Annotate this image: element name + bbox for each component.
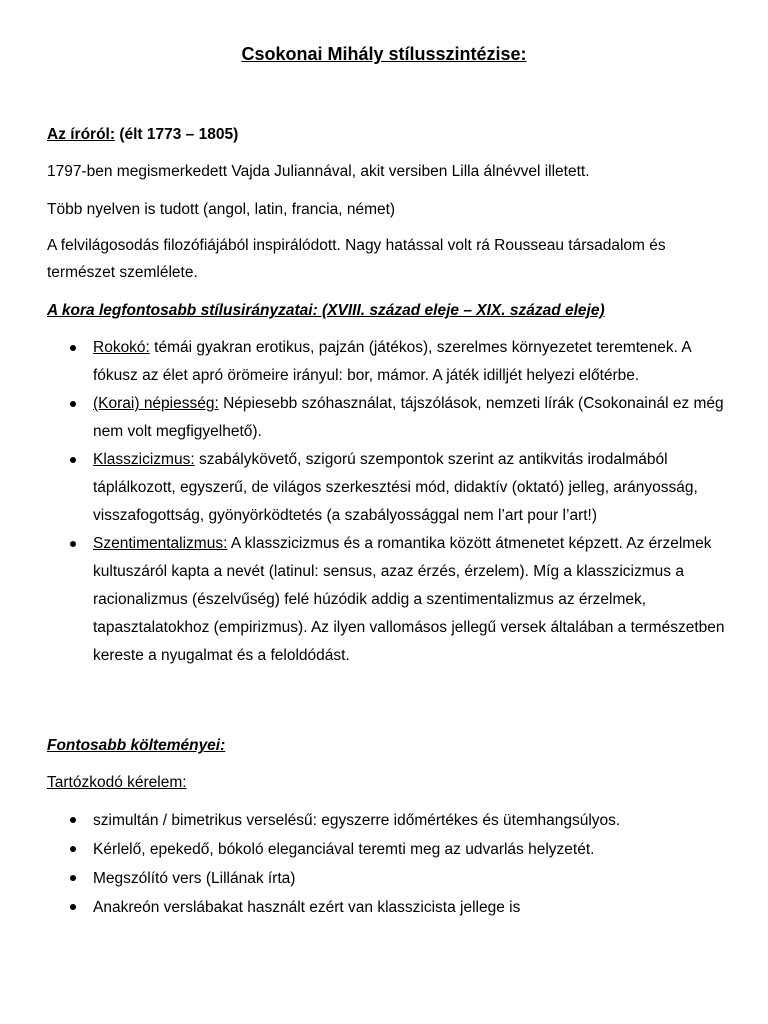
style-description: témái gyakran erotikus, pajzán (játékos), szerelmes környezetet teremtenek. A fókusz az élet apró örömeire irányul: bor, mámor. A játék idilljét helyezi előtérbe. <box>93 339 691 384</box>
list-item <box>0 893 725 922</box>
list-item <box>0 806 725 835</box>
bullet-icon <box>70 541 76 547</box>
bullet-icon <box>70 345 76 351</box>
style-term: Rokokó: <box>93 339 150 356</box>
author-paragraph: A felvilágosodás filozófiájából inspirálódott. Nagy hatással volt rá Rousseau társadalom és természet szemlélete. <box>47 237 666 281</box>
style-description: szabálykövető, szigorú szempontok szerint az antikvitás irodalmából táplálkozott, egyszerű, de világos szerkesztési mód, didaktív (oktató) jelleg, arányosság, visszafogottság, gyönyörködtetés (a szabályossággal nem l’art pour l’art!) <box>93 451 698 524</box>
style-term: (Korai) népiesség: <box>93 395 219 412</box>
bullet-icon <box>70 457 76 463</box>
style-term: Szentimentalizmus: <box>93 535 228 552</box>
list-item <box>0 390 725 446</box>
author-heading: Az íróról: <box>47 126 116 143</box>
list-item <box>0 864 725 893</box>
poem-note: Anakreón verslábakat használt ezért van klasszicista jellege is <box>93 899 521 916</box>
poem-note: Kérlelő, epekedő, bókoló eleganciával teremti meg az udvarlás helyzetét. <box>93 841 595 858</box>
author-dates: (élt 1773 – 1805) <box>115 126 239 143</box>
poems-heading: Fontosabb költeményei: <box>47 737 226 754</box>
style-description: A klasszicizmus és a romantika között átmenetet képzett. Az érzelmek kultuszáról kapta a nevét (latinul: sensus, azaz érzés, érzelem). Míg a klasszicizmus a racionalizmus (észelvűség) felé húzódik addig a szentimentalizmus az érzelmek, tapasztalatokhoz (empirizmus). Az ilyen vallomásos jellegű versek általában a természetben kereste a nyugalmat és a feloldódást. <box>93 535 725 664</box>
styles-heading: A kora legfontosabb stílusirányzatai: (XVIII. század eleje – XIX. század eleje) <box>47 302 605 319</box>
style-description: Népiesebb szóhasználat, tájszólások, nemzeti lírák (Csokonainál ez még nem volt megfigyelhető). <box>93 395 724 440</box>
list-item <box>0 835 725 864</box>
list-item <box>0 530 725 670</box>
list-item <box>0 446 725 530</box>
author-paragraph: Több nyelven is tudott (angol, latin, francia, német) <box>47 201 396 218</box>
list-item <box>0 334 725 390</box>
style-term: Klasszicizmus: <box>93 451 195 468</box>
page-title: Csokonai Mihály stílusszintézise: <box>241 44 527 64</box>
author-paragraph: 1797-ben megismerkedett Vajda Juliannával, akit versiben Lilla álnévvel illetett. <box>47 163 590 180</box>
styles-list <box>0 334 768 670</box>
poem-title: Tartózkodó kérelem: <box>47 774 187 791</box>
poem-note: Megszólító vers (Lillának írta) <box>93 870 296 887</box>
bullet-icon <box>70 401 76 407</box>
bullet-icon <box>70 846 76 852</box>
poem-note: szimultán / bimetrikus verselésű: egyszerre időmértékes és ütemhangsúlyos. <box>93 812 621 829</box>
bullet-icon <box>70 817 76 823</box>
bullet-icon <box>70 904 76 910</box>
author-heading-line <box>47 121 727 148</box>
poem-notes-list <box>0 806 768 922</box>
bullet-icon <box>70 875 76 881</box>
